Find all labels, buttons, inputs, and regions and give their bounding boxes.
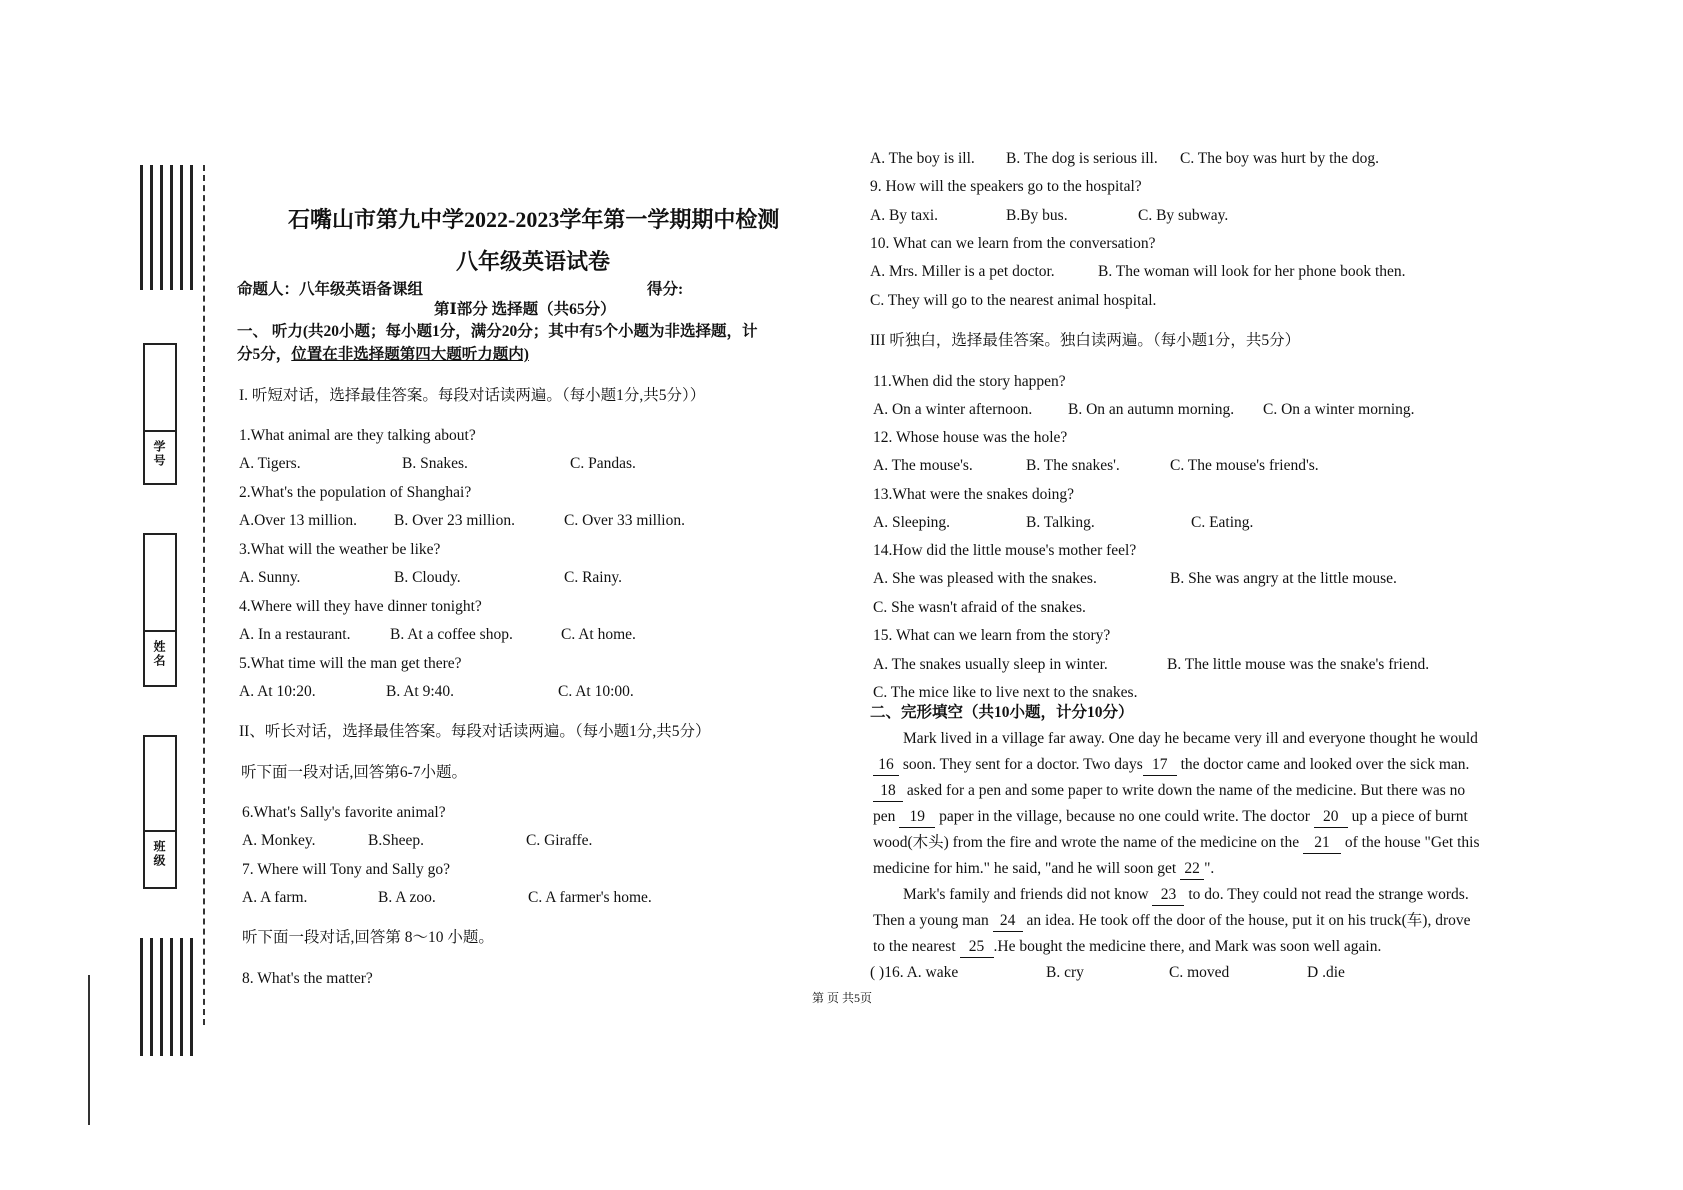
question-8: 8. What's the matter?	[242, 970, 373, 987]
blank-24: 24	[993, 911, 1023, 932]
question-14-option-c: C. She wasn't afraid of the snakes.	[873, 599, 1086, 616]
blank-25: 25	[960, 937, 994, 958]
student-id-label: 学号	[152, 440, 166, 468]
question-6: 6.What's Sally's favorite animal?	[242, 804, 446, 821]
section1-instructions-cont: 分5分，位置在非选择题第四大题听力题内)	[237, 346, 529, 363]
question-10-option-c: C. They will go to the nearest animal hospital.	[870, 292, 1157, 309]
question-3: 3.What will the weather be like?	[239, 541, 441, 558]
passage-line-6: medicine for him." he said, "and he will soon get 22 ".	[873, 859, 1214, 880]
section2-heading: 二、完形填空（共10小题，计分10分）	[870, 704, 1134, 721]
part-iii-heading: III 听独白，选择最佳答案。独白读两遍。（每小题1分，共5分）	[870, 332, 1301, 349]
question-13: 13.What were the snakes doing?	[873, 486, 1075, 503]
question-9: 9. How will the speakers go to the hospital?	[870, 178, 1142, 195]
section1-instructions: 一、 听力(共20小题；每小题1分，满分20分；其中有5个小题为非选择题，计	[237, 323, 758, 340]
passage-line-4: pen 19 paper in the village, because no one could write. The doctor 20 up a piece of burnt	[873, 807, 1468, 828]
question-14: 14.How did the little mouse's mother feel?	[873, 542, 1137, 559]
passage-line-2: 16 soon. They sent for a doctor. Two days 17 the doctor came and looked over the sick man.	[873, 755, 1469, 776]
part-ii-heading: II、听长对话，选择最佳答案。每段对话读两遍。（每小题1分,共5分）	[239, 723, 711, 740]
passage-line-7: Mark's family and friends did not know 23 to do. They could not read the strange words.	[903, 885, 1469, 906]
question-4: 4.Where will they have dinner tonight?	[239, 598, 482, 615]
question-15-option-c: C. The mice like to live next to the snakes.	[873, 684, 1138, 701]
score-label: 得分:	[647, 281, 684, 298]
passage-line-1: Mark lived in a village far away. One day he became very ill and everyone thought he would	[903, 730, 1478, 747]
question-7: 7. Where will Tony and Sally go?	[242, 861, 450, 878]
dialog-8-10-intro: 听下面一段对话,回答第 8～10 小题。	[242, 929, 494, 946]
part-i-heading: I. 听短对话，选择最佳答案。每段对话读两遍。（每小题1分,共5分））	[239, 387, 706, 404]
question-15: 15. What can we learn from the story?	[873, 627, 1111, 644]
question-11: 11.When did the story happen?	[873, 373, 1066, 390]
question-12: 12. Whose house was the hole?	[873, 429, 1068, 446]
exam-subtitle: 八年级英语试卷	[456, 249, 611, 274]
blank-23: 23	[1152, 885, 1184, 906]
fold-line	[203, 165, 205, 1025]
name-label: 姓名	[152, 640, 166, 668]
blank-18: 18	[873, 781, 903, 802]
question-5: 5.What time will the man get there?	[239, 655, 462, 672]
class-label: 班级	[152, 840, 166, 868]
blank-20: 20	[1314, 807, 1348, 828]
question-2: 2.What's the population of Shanghai?	[239, 484, 472, 501]
blank-17: 17	[1143, 755, 1177, 776]
passage-line-5: wood(木头) from the fire and wrote the name of the medicine on the 21 of the house "Get this	[873, 833, 1479, 854]
page-number: 第 页 共5页	[812, 991, 873, 1005]
passage-line-9: to the nearest 25 .He bought the medicine there, and Mark was soon well again.	[873, 937, 1381, 958]
blank-21: 21	[1303, 833, 1341, 854]
passage-line-8: Then a young man 24 an idea. He took off the door of the house, put it on his truck(车), drove	[873, 911, 1471, 932]
blank-22: 22	[1180, 859, 1204, 880]
exam-title: 石嘴山市第九中学2022-2023学年第一学期期中检测	[288, 207, 780, 232]
blank-16: 16	[873, 755, 899, 776]
part1-heading: 第Ⅰ部分 选择题（共65分）	[434, 301, 616, 318]
question-10: 10. What can we learn from the conversation?	[870, 235, 1156, 252]
passage-line-3: 18 asked for a pen and some paper to write down the name of the medicine. But there was no	[873, 781, 1465, 802]
author-line: 命题人：八年级英语备课组	[237, 281, 424, 298]
page-edge	[88, 975, 90, 1125]
question-1: 1.What animal are they talking about?	[239, 427, 476, 444]
dialog-6-7-intro: 听下面一段对话,回答第6-7小题。	[241, 764, 468, 781]
blank-19: 19	[899, 807, 935, 828]
